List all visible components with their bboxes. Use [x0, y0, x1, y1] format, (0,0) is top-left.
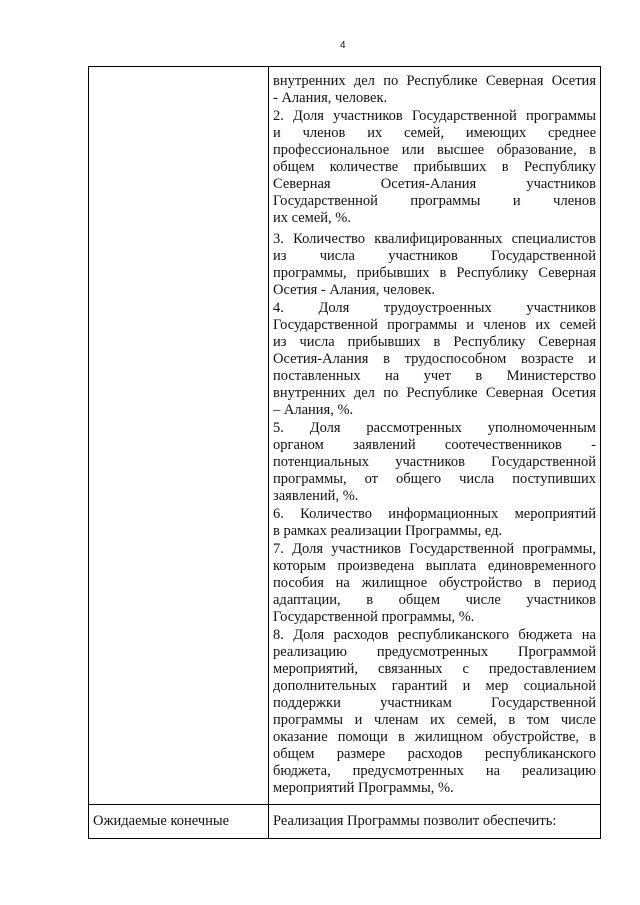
row-content-cell: Реализация Программы позволит обеспечить:: [269, 805, 601, 839]
text-line: 6. Количество информационных мероприятий: [273, 506, 596, 522]
paragraph: [273, 108, 596, 227]
text-line: адаптации, в общем числе участников: [273, 592, 596, 608]
text-line: органом заявлений соотечественников -: [273, 437, 596, 453]
paragraph: [273, 420, 596, 505]
text-line: в рамках реализации Программы, ед.: [273, 523, 503, 539]
text-line: мероприятий, связанных с предоставлением: [273, 661, 596, 677]
text-line: 7. Доля участников Государственной программы,: [273, 541, 596, 557]
text-line: поставленных на учет в Министерство: [273, 368, 596, 384]
text-line: оказание помощи в жилищном обустройстве, в: [273, 729, 596, 745]
text-line: программы, от общего числа поступивших: [273, 471, 596, 487]
text-line: Государственной программы и членов: [273, 193, 596, 209]
text-line: профессиональное или высшее образование, в: [273, 142, 596, 158]
text-line: - Алания, человек.: [273, 90, 388, 106]
paragraph: [273, 231, 596, 299]
text-line: программы, прибывших в Республику Северная: [273, 265, 596, 281]
text-line: 8. Доля расходов республиканского бюджета на: [273, 627, 596, 643]
row-label-cell: Ожидаемые конечные: [89, 805, 269, 839]
text-line: 5. Доля рассмотренных уполномоченным: [273, 420, 596, 436]
text-line: поддержки участникам Государственной: [273, 695, 596, 711]
paragraph: [273, 506, 596, 540]
text-line: бюджета, предусмотренных на реализацию: [273, 763, 596, 779]
text-line: потенциальных участников Государственной: [273, 454, 596, 470]
document-table: [88, 66, 601, 839]
text-line: 2. Доля участников Государственной программы: [273, 108, 596, 124]
text-line: внутренних дел по Республике Северная Осетия: [273, 385, 596, 401]
row-content-cell: [269, 67, 601, 805]
text-line: пособия на жилищное обустройство в период: [273, 575, 596, 591]
row-label-cell: [89, 67, 269, 805]
text-line: общем размере расходов республиканского: [273, 746, 596, 762]
paragraph: [273, 73, 596, 107]
text-line: Государственной программы и членов их семей: [273, 317, 596, 333]
text-line: из числа участников Государственной: [273, 248, 596, 264]
text-line: дополнительных гарантий и мер социальной: [273, 678, 596, 694]
table-row: [89, 805, 601, 839]
text-line: Осетия-Алания в трудоспособном возрасте и: [273, 351, 596, 367]
text-line: Северная Осетия-Алания участников: [273, 176, 596, 192]
text-line: мероприятий Программы, %.: [273, 780, 454, 796]
text-line: их семей, %.: [273, 210, 352, 226]
text-line: 4. Доля трудоустроенных участников: [273, 300, 596, 316]
text-line: программы и членам их семей, в том числе: [273, 712, 596, 728]
text-line: которым произведена выплата единовременного: [273, 558, 596, 574]
text-line: заявлений, %.: [273, 488, 359, 504]
text-line: реализацию предусмотренных Программой: [273, 644, 596, 660]
text-line: общем количестве прибывших в Республику: [273, 159, 596, 175]
text-line: из числа прибывших в Республику Северная: [273, 334, 596, 350]
text-line: и членов их семей, имеющих среднее: [273, 125, 596, 141]
text-line: – Алания, %.: [273, 402, 354, 418]
text-line: внутренних дел по Республике Северная Осетия: [273, 73, 596, 89]
paragraph: [273, 541, 596, 626]
text-line: Государственной программы, %.: [273, 609, 475, 625]
text-line: Осетия - Алания, человек.: [273, 282, 436, 298]
table-row: [89, 67, 601, 805]
paragraph: [273, 627, 596, 797]
page-number: 4: [340, 40, 346, 51]
paragraph: [273, 300, 596, 419]
text-line: 3. Количество квалифицированных специалистов: [273, 231, 596, 247]
